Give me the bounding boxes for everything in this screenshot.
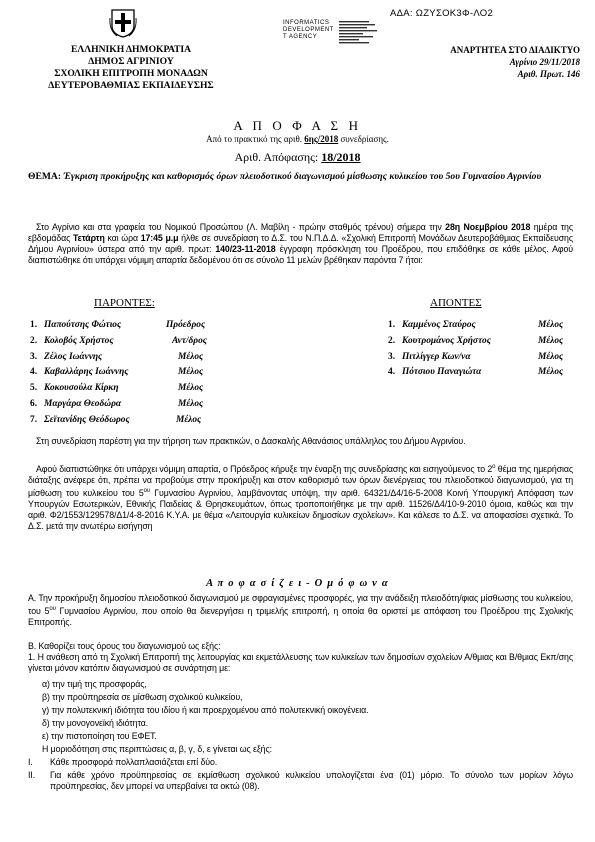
section-a: Α. Την προκήρυξη δημοσίου πλειοδοτικού διαγωνισμού με σφραγισμένες προσφορές, για την ανάδειξη πλειοδότη/φιας μίσθωσης του κυλικείου, του $5^{o\upsilon}$ Γυμνασίου Αγρινίου, που οποίο θα διενεργήσει η τριμελής επιτροπή, η οποία θα οριστεί με απόφαση του Προέδρου της Σχολικής Επιτροπής. — [28, 593, 573, 627]
absent-heading: ΑΠΟΝΤΕΣ — [430, 297, 482, 309]
list-item: 7. Σεϊτανίδης Θεόδωρος Μέλος — [30, 414, 202, 425]
list-item: 3. Πιτλίγγερ Κων/να Μέλος — [388, 351, 564, 362]
header-line: ΔΗΜΟΣ ΑΓΡΙΝΙΟΥ — [88, 56, 174, 67]
minutes-reference: Από το πρακτικό της αριθ. 6ης/2018 συνεδρίασης. — [206, 134, 389, 144]
list-item: 4. Πότσιου Παναγιώτα Μέλος — [388, 367, 564, 378]
section-b-heading: Β. Καθορίζει τους όρους του διαγωνισμού ως εξής: — [28, 641, 221, 651]
document-date: Αγρίνιο 29/11/2018 — [509, 57, 580, 67]
greek-emblem-icon — [109, 8, 137, 38]
subject-line: ΘΕΜΑ: Έγκριση προκήρυξης και καθορισμός όρων πλειοδοτικού διαγωνισμού μίσθωσης κυλικείου του 5ου Γυμνασίου Αγρινίου — [28, 171, 542, 182]
criteria-item: β) την προϋπηρεσία σε μίσθωση σχολικού κυλικείου, — [42, 692, 243, 702]
decision-heading: Α π ο φ α σ ί ζ ε ι - Ο μ ό φ ω ν α — [206, 578, 389, 589]
section-b — [28, 641, 573, 792]
session-number: 6ης/2018 — [304, 134, 339, 144]
present-list — [30, 318, 270, 429]
intro-paragraph: Στο Αγρίνιο και στα γραφεία του Νομικού Προσώπου (Λ. Μαβίλη - πρώην σταθμός τρένου) σήμερα την 28η Νοεμβρίου 2018 ημέρα της εβδομάδας Τετάρτη και ώρα 17:45 μ.μ ήλθε σε συνεδρίαση το Δ.Σ. του Ν.Π.Δ.Δ. «Σχολική Επιτροπή Μονάδων Δευτεροβάθμιας Εκπαίδευσης Δήμου Αγρινίου» ύστερα από την αριθ. πρωτ: 140/23-11-2018 έγγραφη πρόσκληση του Προέδρου, που επιδόθηκε σε κάθε μέλος. Αφού διαπιστώθηκε ότι υπάρχει νόμιμη απαρτία δεδομένου ότι σε σύνολο 11 μελών βρέθηκαν παρόντα 7 ήτοι: — [28, 222, 573, 265]
logo-text: INFORMATICS DEVELOPMENT T AGENCY — [283, 20, 334, 40]
document-title: Α Π Ο Φ Α Σ Η — [233, 118, 362, 133]
secretary-paragraph: Στη συνεδρίαση παρέστη για την τήρηση των πρακτικών, ο Δασκαλής Αθανάσιος υπάλληλος του Δήμου Αγρινίου. — [36, 436, 466, 446]
decision-number: Αριθ. Απόφασης: 18/2018 — [234, 150, 361, 164]
ada-code: ΑΔΑ: ΩΖΥΣΟΚ3Φ-ΛΟ2 — [390, 8, 494, 19]
criteria-item: α) την τιμή της προσφοράς, — [42, 679, 147, 689]
list-item: 4. Καβαλλάρης Ιωάννης Μέλος — [30, 367, 204, 378]
section-b-item-1: 1. Η ανάθεση από τη Σχολική Επιτροπή της λειτουργίας και εκμετάλλευσης των κυλικείων των δημοσίων σχολείων Α/θμιας και Β/θμιας Εκπ/σης γίνεται μόνον κατόπιν διαγωνισμού σε συνάρτηση με: — [28, 652, 573, 673]
header-line: ΔΕΥΤΕΡΟΒΑΘΜΙΑΣ ΕΚΠΑΙΔΕΥΣΗΣ — [48, 80, 214, 91]
list-item: 2. Κολοβός Χρήστος Αντ/δρος — [30, 335, 207, 346]
header-line: ΣΧΟΛΙΚΗ ΕΠΙΤΡΟΠΗ ΜΟΝΑΔΩΝ — [54, 68, 208, 79]
scoring-rule: I. Κάθε προσφορά πολλαπλασιάζεται επί δύο. — [28, 757, 218, 767]
list-item: 2. Κουτρομάνος Χρήστος Μέλος — [388, 335, 564, 346]
protocol-number: Αριθ. Πρωτ. 146 — [517, 69, 580, 79]
list-item: 6. Μαργάρα Θεοδώρα Μέλος — [30, 398, 204, 409]
document-meta — [418, 44, 580, 80]
scoring-rule: II. Για κάθε χρόνο προϋπηρεσίας σε εκμίσθωση σχολικού κυλικείου υπολογίζεται ένα (01) μόριο. Το σύνολο των μορίων λόγω προϋπηρεσίας, δεν μπορεί να υπερβαίνει τα οκτώ (08). — [28, 770, 573, 791]
criteria-item: δ) την μονογονεϊκή ιδιότητα. — [42, 718, 149, 728]
present-heading: ΠΑΡΟΝΤΕΣ: — [94, 297, 155, 309]
list-item: 5. Κοκουσούλα Κίρκη Μέλος — [30, 383, 204, 394]
scoring-intro: Η μοριοδότηση στις περιπτώσεις α, β, γ, δ, ε γίνεται ως εξής: — [42, 744, 272, 754]
posted-notice: ΑΝΑΡΤΗΤΕΑ ΣΤΟ ΔΙΑΔΙΚΤΥΟ — [450, 45, 580, 55]
proposal-paragraph: Αφού διαπιστώθηκε ότι υπάρχει νόμιμη απαρτία, ο Πρόεδρος κήρυξε την έναρξη της συνεδρίασης και εισηγούμενος το $2^o$ θέμα της ημερήσιας διάταξης ανέφερε ότι, πρέπει να προβούμε στην προκήρυξη και στον καθορισμό των όρων διενέργειας του πλειοδοτικού διαγωνισμού, για τη μίσθωση του κυλικείου του $5^{o\upsilon}$ Γυμνασίου Αγρινίου, λαμβάνοντας υπόψη, την αριθ. 64321/Δ4/16-5-2008 Κοινή Υπουργική Απόφαση των Υπουργών Εσωτερικών, Εθνικής Παιδείας & Θρησκευμάτων, όπως τροποποιήθηκε με την αριθ. 11526/Δ4/10-9-2010 όμοια, καθώς και την αριθ. Φ2/1553/129578/Δ1/4-8-2016 Κ.Υ.Α. με θέμα «Λειτουργία κυλικείων δημοσίων σχολείων». Και κάλεσε το Δ.Σ. να αποφασίσει σχετικά. Το Δ.Σ. μετά την ανωτέρω εισήγηση — [28, 463, 574, 531]
criteria-item: γ) την πολυτεκνική ιδιότητα του ιδίου ή και προερχομένου από πολυτεκνική οικογένεια. — [42, 705, 369, 715]
list-item: 3. Ζέλος Ιωάννης Μέλος — [30, 351, 204, 362]
absent-list — [388, 318, 568, 381]
logo-fineprint-icon — [339, 20, 393, 48]
criteria-item: ε) την πιστοποίηση του ΕΦΕΤ. — [42, 731, 157, 741]
ida-logo — [283, 20, 393, 50]
authority-header — [20, 44, 242, 92]
list-item: 1. Καμμένος Σταύρος Μέλος — [388, 320, 564, 330]
header-line: ΕΛΛΗΝΙΚΗ ΔΗΜΟΚΡΑΤΙΑ — [70, 44, 192, 55]
list-item: 1. Παπούτσης Φώτιος Πρόεδρος — [30, 320, 206, 330]
